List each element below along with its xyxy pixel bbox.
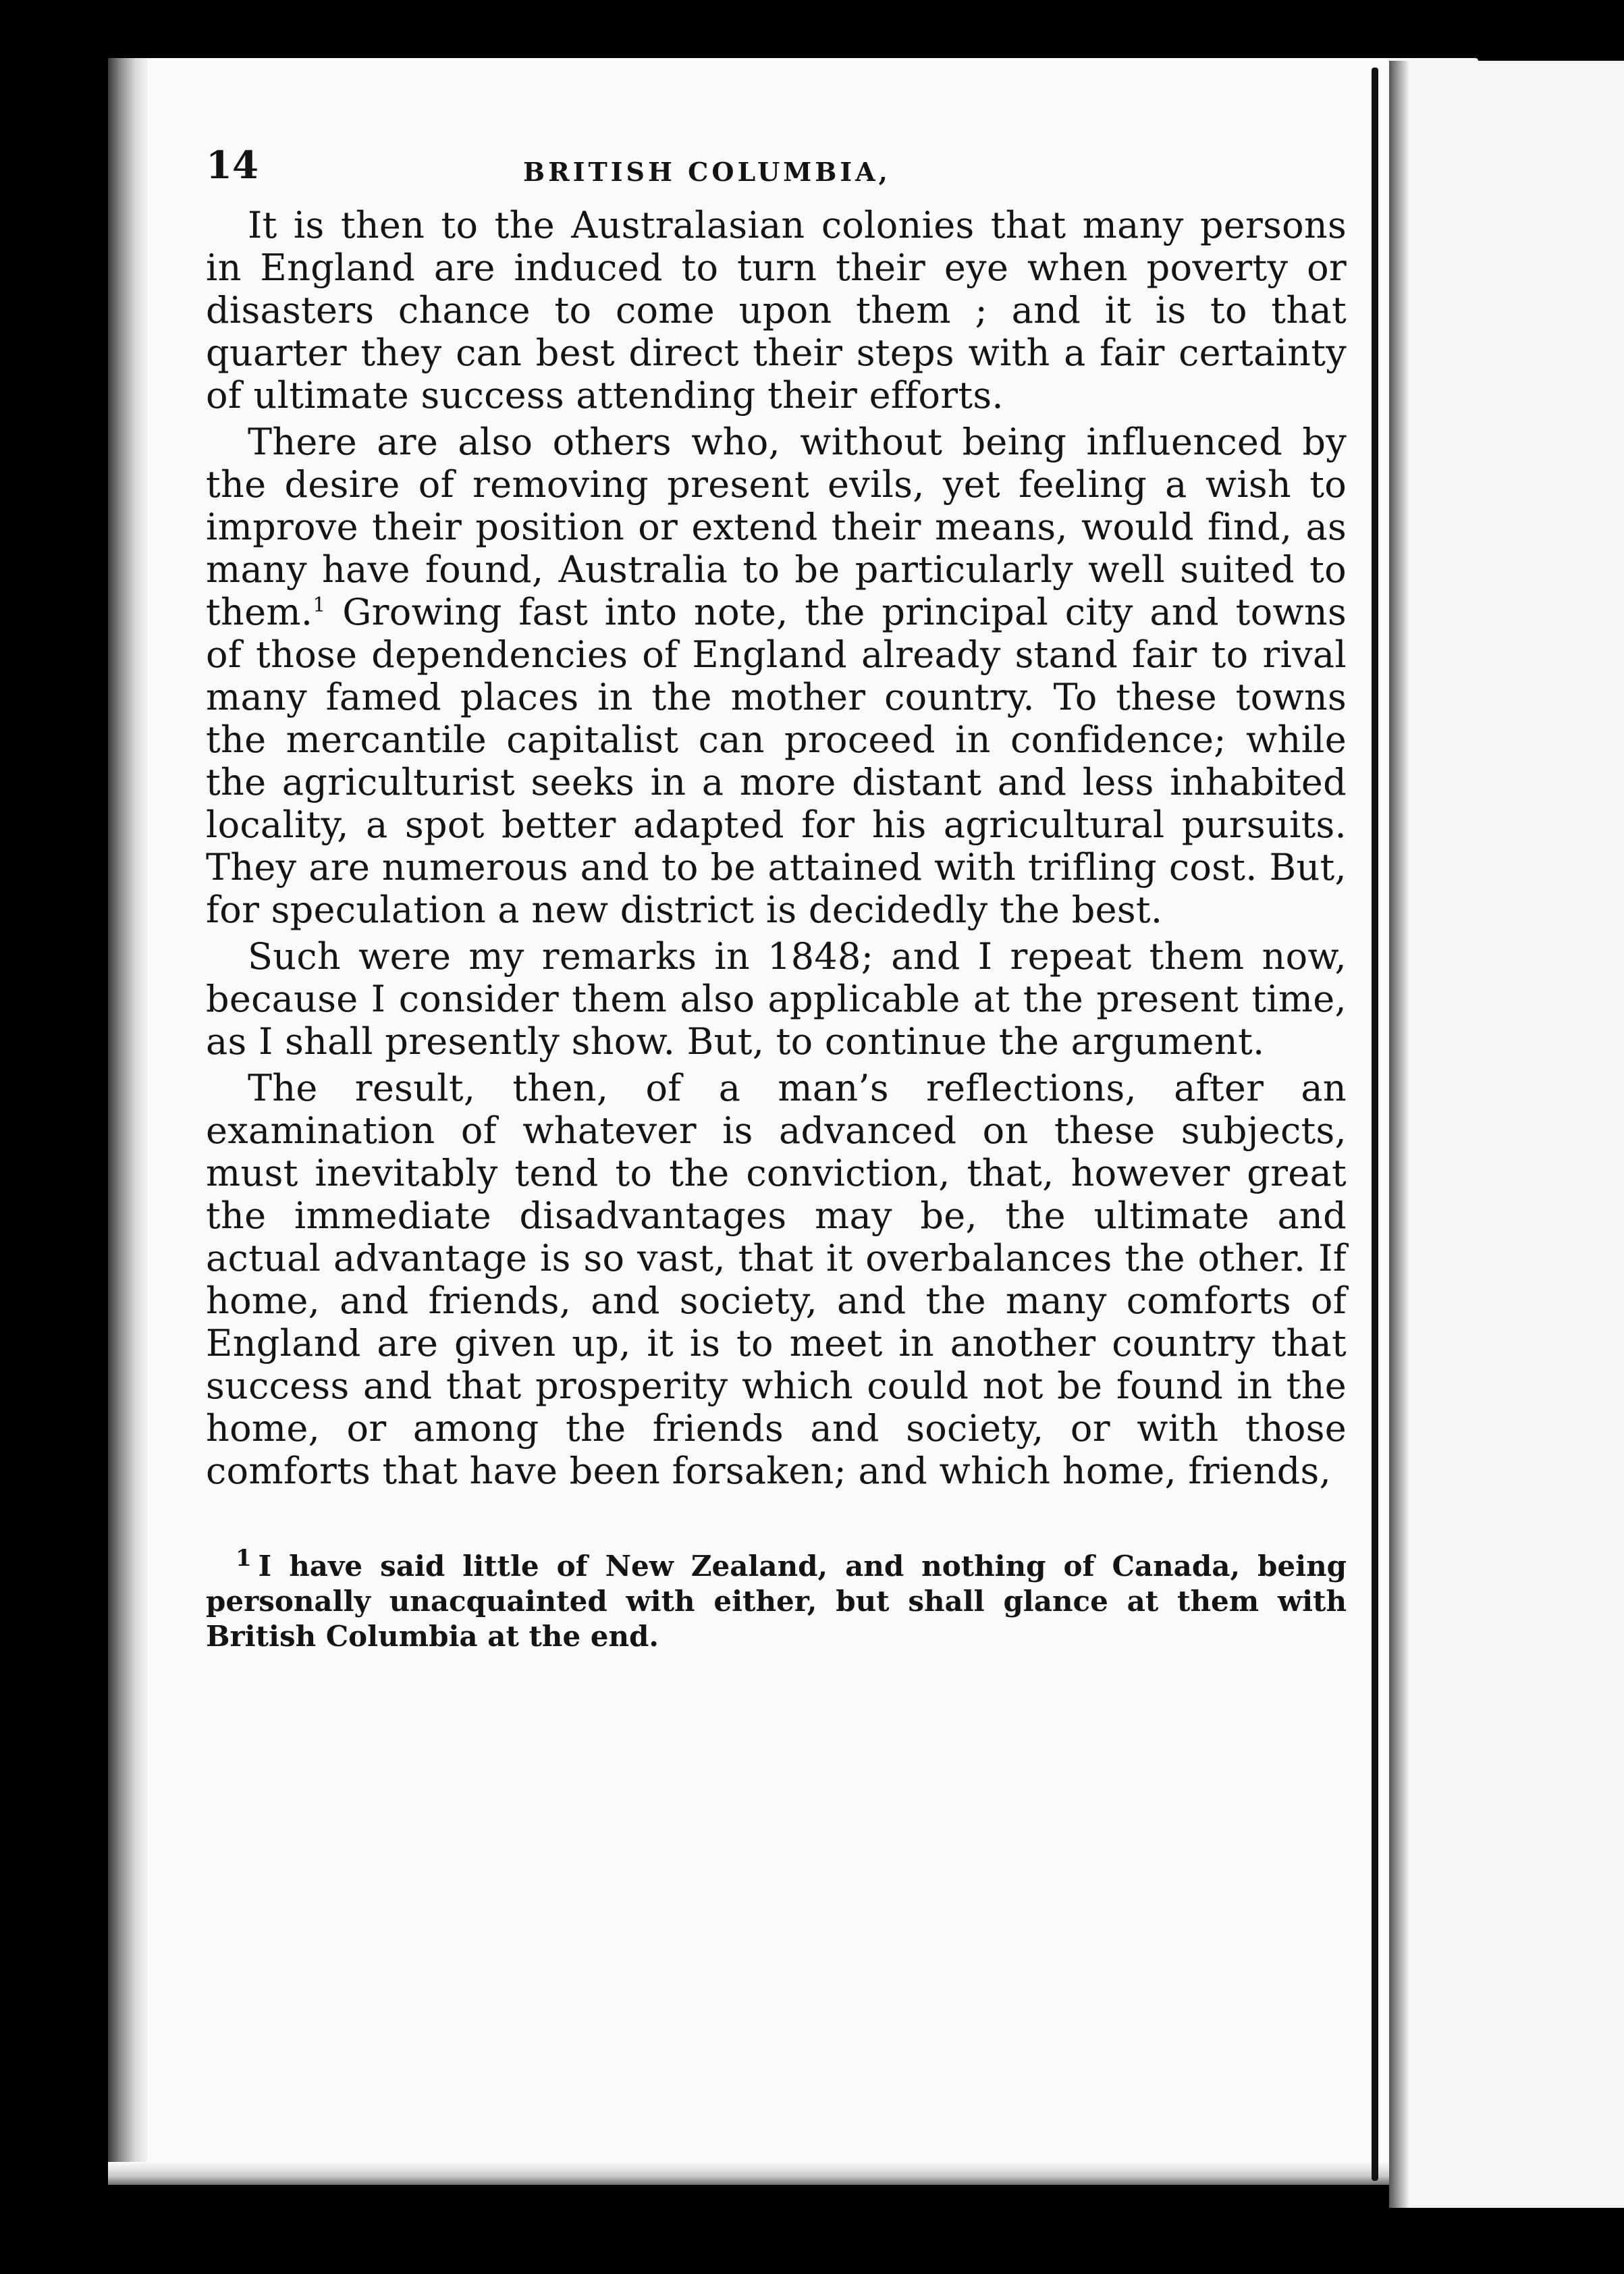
- footnote-reference: 1: [313, 593, 326, 617]
- footnote-marker: 1: [236, 1545, 252, 1572]
- facing-page-edge: [1389, 61, 1624, 2208]
- footnote: [206, 1545, 1347, 1654]
- body-text: [206, 204, 1347, 1492]
- page-bottom-edge: [108, 2162, 1478, 2185]
- paragraph-text: Growing fast into note, the principal city and towns of those dependencies of England already stand fair to rival many famed places in the mother country. To these towns the mercantile capitalist can proceed in confidence; while the agriculturist seeks in a more distant and less inhabited locality, a spot better adapted for his agricultural pursuits. They are numerous and to be attained with trifling cost. But, for speculation a new district is decidedly the best.: [206, 591, 1347, 931]
- paragraph: [206, 421, 1347, 931]
- page-number: 14: [206, 143, 259, 188]
- footnote-separator: [206, 1496, 1347, 1549]
- footnote-text: I have said little of New Zealand, and nothing of Canada, being personally unacquainted with either, but shall glance at them with British Columbia at the end.: [206, 1550, 1347, 1653]
- paragraph-text: There are also others who, without being influenced by the desire of removing present evils, yet feeling a wish to improve their position or extend their means, would find, as many have found, Australia to be particularly well suited to them.: [206, 421, 1347, 633]
- page-binding-edge: [108, 58, 147, 2185]
- paragraph: Such were my remarks in 1848; and I repeat them now, because I consider them also applicable at the present time, as I shall presently show. But, to continue the argument.: [206, 935, 1347, 1063]
- running-head: [206, 143, 1347, 204]
- paragraph: It is then to the Australasian colonies that many persons in England are induced to turn their eye when poverty or disasters chance to come upon them ; and it is to that quarter they can best direct their steps with a fair certainty of ultimate success attending their efforts.: [206, 204, 1347, 417]
- page-text-block: [206, 143, 1347, 1654]
- facing-page-shadow: [1389, 61, 1409, 2208]
- running-head-title: BRITISH COLUMBIA,: [523, 157, 891, 187]
- paragraph: The result, then, of a man’s reflections, after an examination of whatever is advanced on these subjects, must inevitably tend to the conviction, that, however great the immediate disadvantages may be, the ultimate and actual advantage is so vast, that it overbalances the other. If home, and friends, and society, and the many comforts of England are given up, it is to meet in another country that success and that prosperity which could not be found in the home, or among the friends and society, or with those comforts that have been forsaken; and which home, friends,: [206, 1067, 1347, 1492]
- page-gutter: [1372, 68, 1378, 2181]
